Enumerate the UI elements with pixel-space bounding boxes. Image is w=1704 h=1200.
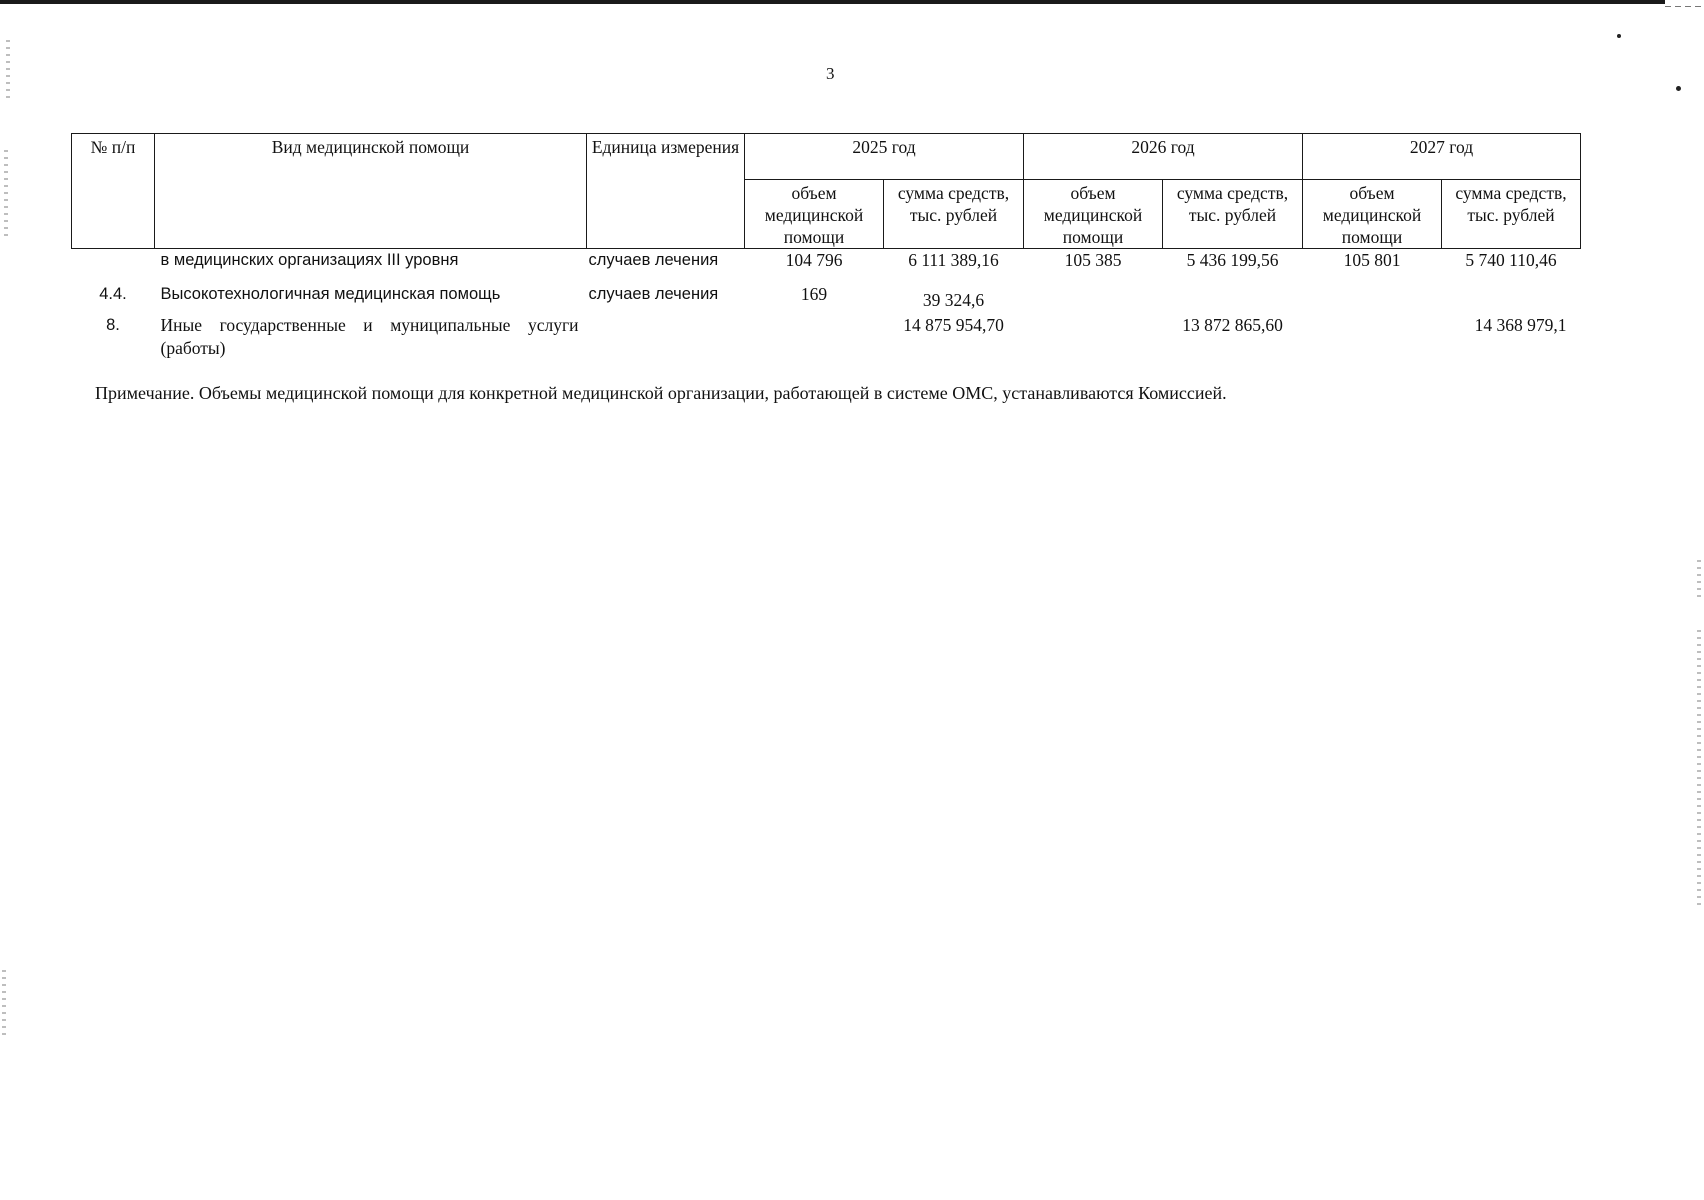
row-sum-2025: 6 111 389,16 [908, 250, 999, 270]
scan-speck [1676, 86, 1681, 91]
row-sum-2025: 14 875 954,70 [903, 315, 1004, 335]
row-name: Иные государственные и муниципальные услуги (работы) [160, 315, 579, 358]
row-name: в медицинских организациях III уровня [160, 251, 459, 269]
header-year-2026: 2026 год [1024, 134, 1303, 180]
row-num [72, 249, 155, 284]
scan-edge-noise [2, 970, 6, 1040]
row-unit: случаев лечения [588, 285, 719, 303]
row-volume-2027: 105 801 [1343, 250, 1401, 270]
scan-speck [1617, 34, 1621, 38]
header-num: № п/п [72, 134, 155, 249]
footnote: Примечание. Объемы медицинской помощи для конкретной медицинской организации, работающей в системе ОМС, устанавливаются Комиссией. [95, 383, 1227, 403]
row-volume-2026 [1024, 283, 1163, 314]
scan-top-border-fade [1665, 6, 1704, 7]
scan-edge-noise [6, 40, 10, 100]
row-unit [587, 314, 745, 360]
header-unit: Единица измерения [587, 134, 745, 249]
table-row [72, 283, 1581, 314]
row-volume-2025: 104 796 [785, 250, 843, 270]
row-sum-2026: 13 872 865,60 [1182, 315, 1283, 335]
header-year-2025: 2025 год [745, 134, 1024, 180]
row-sum-2026: 5 436 199,56 [1186, 250, 1279, 270]
scan-edge-noise [1697, 560, 1701, 600]
row-volume-2027 [1303, 283, 1442, 314]
row-volume-2026 [1024, 314, 1163, 360]
header-kind: Вид медицинской помощи [155, 134, 587, 249]
row-sum-2027: 5 740 110,46 [1465, 250, 1557, 270]
header-sum-2027: сумма средств, тыс. рублей [1442, 180, 1581, 249]
row-sum-2027: 14 368 979,1 [1474, 315, 1567, 335]
row-sum-2027 [1442, 283, 1581, 314]
row-name: Высокотехнологичная медицинская помощь [160, 285, 501, 303]
row-num: 8. [106, 316, 120, 334]
header-year-2027: 2027 год [1303, 134, 1581, 180]
row-sum-2026 [1163, 283, 1303, 314]
row-sum-2025: 39 324,6 [922, 290, 985, 310]
table-row [72, 314, 1581, 360]
scan-top-border [0, 0, 1665, 4]
medical-volume-table [71, 133, 1581, 360]
row-num: 4.4. [99, 285, 127, 303]
header-sum-2025: сумма средств, тыс. рублей [884, 180, 1024, 249]
header-sum-2026: сумма средств, тыс. рублей [1163, 180, 1303, 249]
row-unit: случаев лечения [588, 251, 719, 269]
scan-edge-noise [1697, 630, 1701, 910]
row-volume-2025: 169 [800, 284, 828, 304]
scan-edge-noise [4, 150, 8, 240]
header-volume-2026: объем медицинской помощи [1024, 180, 1163, 249]
page-number: 3 [826, 64, 835, 83]
row-volume-2025 [745, 314, 884, 360]
row-volume-2027 [1303, 314, 1442, 360]
table-row [72, 249, 1581, 284]
header-volume-2025: объем медицинской помощи [745, 180, 884, 249]
header-volume-2027: объем медицинской помощи [1303, 180, 1442, 249]
row-volume-2026: 105 385 [1064, 250, 1122, 270]
